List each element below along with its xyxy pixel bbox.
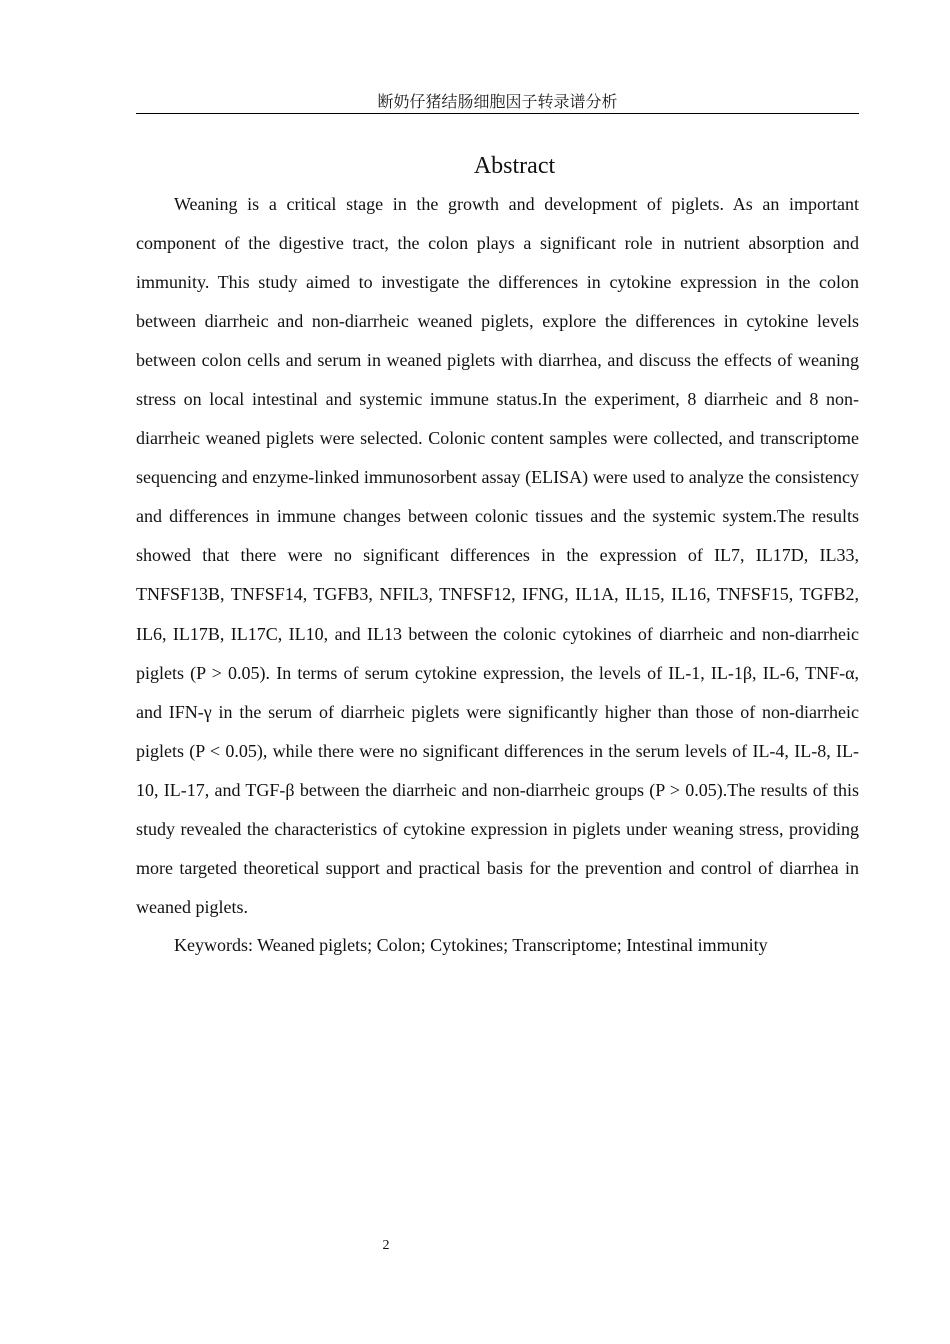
page-number: 2: [382, 1238, 390, 1253]
abstract-paragraph: Weaning is a critical stage in the growth and development of piglets. As an important component of the digestive tract, the colon plays a significant role in nutrient absorption and immunity. This study aimed to investigate the differences in cytokine expression in the colon between diarrheic and non-diarrheic weaned piglets, explore the differences in cytokine levels between colon cells and serum in weaned piglets with diarrhea, and discuss the effects of weaning stress on local intestinal and systemic immune status.In the experiment, 8 diarrheic and 8 non-diarrheic weaned piglets were selected. Colonic content samples were collected, and transcriptome sequencing and enzyme-linked immunosorbent assay (ELISA) were used to analyze the consistency and differences in immune changes between colonic tissues and the systemic system.The results showed that there were no significant differences in the expression of IL7, IL17D, IL33, TNFSF13B, TNFSF14, TGFB3, NFIL3, TNFSF12, IFNG, IL1A, IL15, IL16, TNFSF15, TGFB2, IL6, IL17B, IL17C, IL10, and IL13 between the colonic cytokines of diarrheic and non-diarrheic piglets (P > 0.05). In terms of serum cytokine expression, the levels of IL-1, IL-1β, IL-6, TNF-α, and IFN-γ in the serum of diarrheic piglets were significantly higher than those of non-diarrheic piglets (P < 0.05), while there were no significant differences in the serum levels of IL-4, IL-8, IL-10, IL-17, and TGF-β between the diarrheic and non-diarrheic groups (P > 0.05).The results of this study revealed the characteristics of cytokine expression in piglets under weaning stress, providing more targeted theoretical support and practical basis for the prevention and control of diarrhea in weaned piglets.: [136, 194, 859, 917]
abstract-title: Abstract: [473, 153, 556, 179]
abstract-body: [136, 185, 859, 964]
running-header: 断奶仔猪结肠细胞因子转录谱分析: [377, 92, 618, 111]
keywords-line: Keywords: Weaned piglets; Colon; Cytokines; Transcriptome; Intestinal immunity: [174, 934, 768, 955]
header-divider: [136, 113, 859, 114]
